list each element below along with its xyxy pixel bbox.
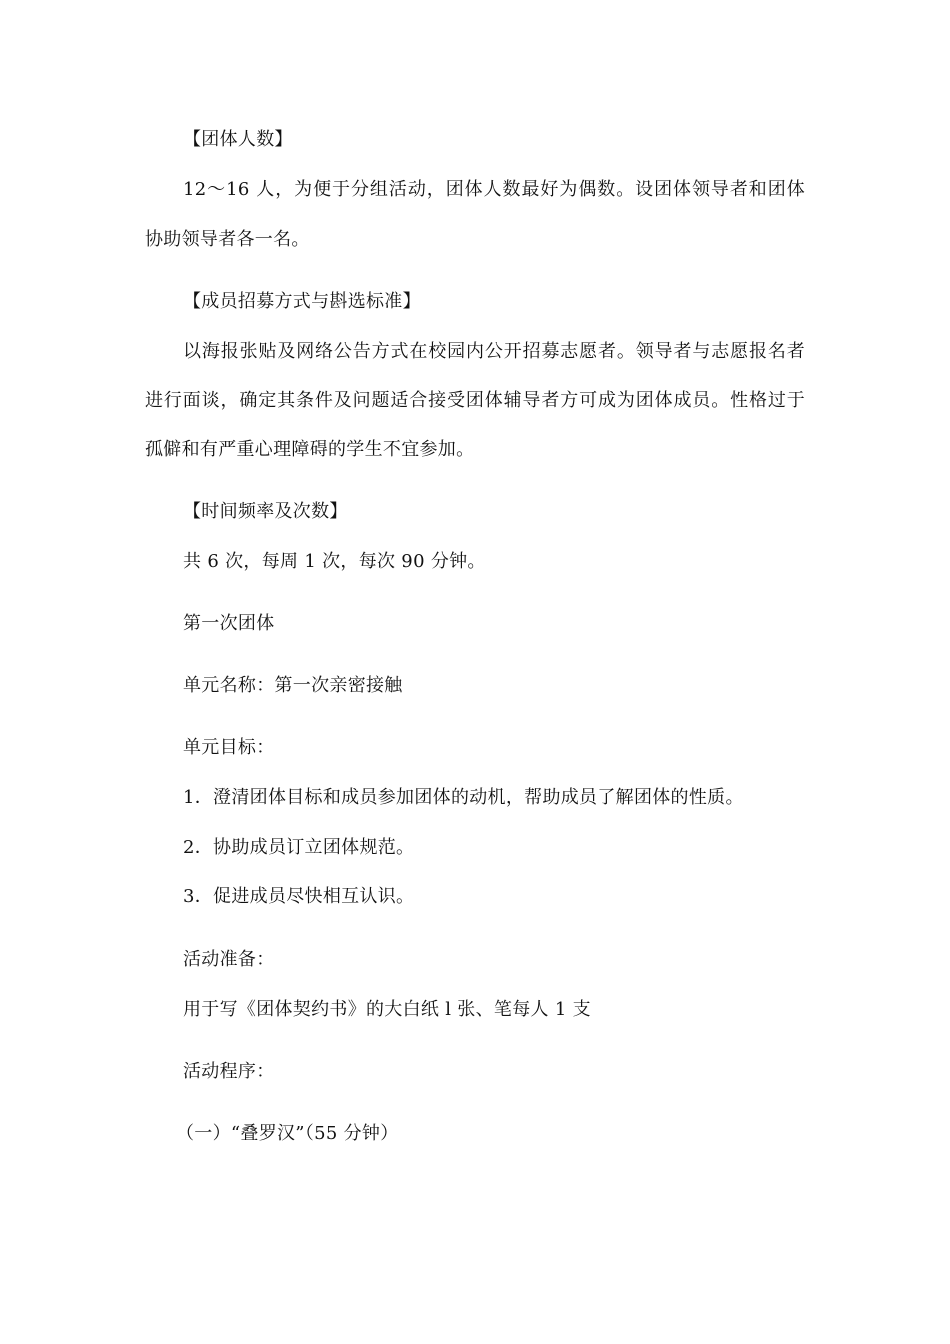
procedure-label: 活动程序： <box>183 1061 275 1082</box>
session-title: 第一次团体 <box>183 613 275 634</box>
paragraph-line: 以海报张贴及网络公告方式在校园内公开招募志愿者。领导者与志愿报名者 <box>183 341 805 362</box>
prep-text: 用于写《团体契约书》的大白纸 l 张、笔每人 1 支 <box>183 999 591 1020</box>
paragraph-line: 孤僻和有严重心理障碍的学生不宜参加。 <box>145 439 475 460</box>
unit-goal-item: 1．澄清团体目标和成员参加团体的动机，帮助成员了解团体的性质。 <box>183 787 744 808</box>
paragraph-line: 协助领导者各一名。 <box>145 229 310 250</box>
unit-goal-item: 2．协助成员订立团体规范。 <box>183 837 415 858</box>
paragraph-line: 共 6 次，每周 1 次，每次 90 分钟。 <box>183 551 486 572</box>
paragraph-line: 进行面谈，确定其条件及问题适合接受团体辅导者方可成为团体成员。性格过于 <box>145 390 805 411</box>
prep-label: 活动准备： <box>183 949 275 970</box>
unit-goals-label: 单元目标： <box>183 737 275 758</box>
paragraph-line: 12～16 人，为便于分组活动，团体人数最好为偶数。设团体领导者和团体 <box>183 179 805 200</box>
section-heading-schedule: 【时间频率及次数】 <box>183 501 348 522</box>
section-heading-group-size: 【团体人数】 <box>183 129 293 150</box>
section-heading-recruitment: 【成员招募方式与斟选标准】 <box>183 291 421 312</box>
unit-name: 单元名称：第一次亲密接触 <box>183 675 403 696</box>
unit-goal-item: 3．促进成员尽快相互认识。 <box>183 886 415 907</box>
procedure-item: （一）“叠罗汉”（55 分钟） <box>176 1123 399 1144</box>
